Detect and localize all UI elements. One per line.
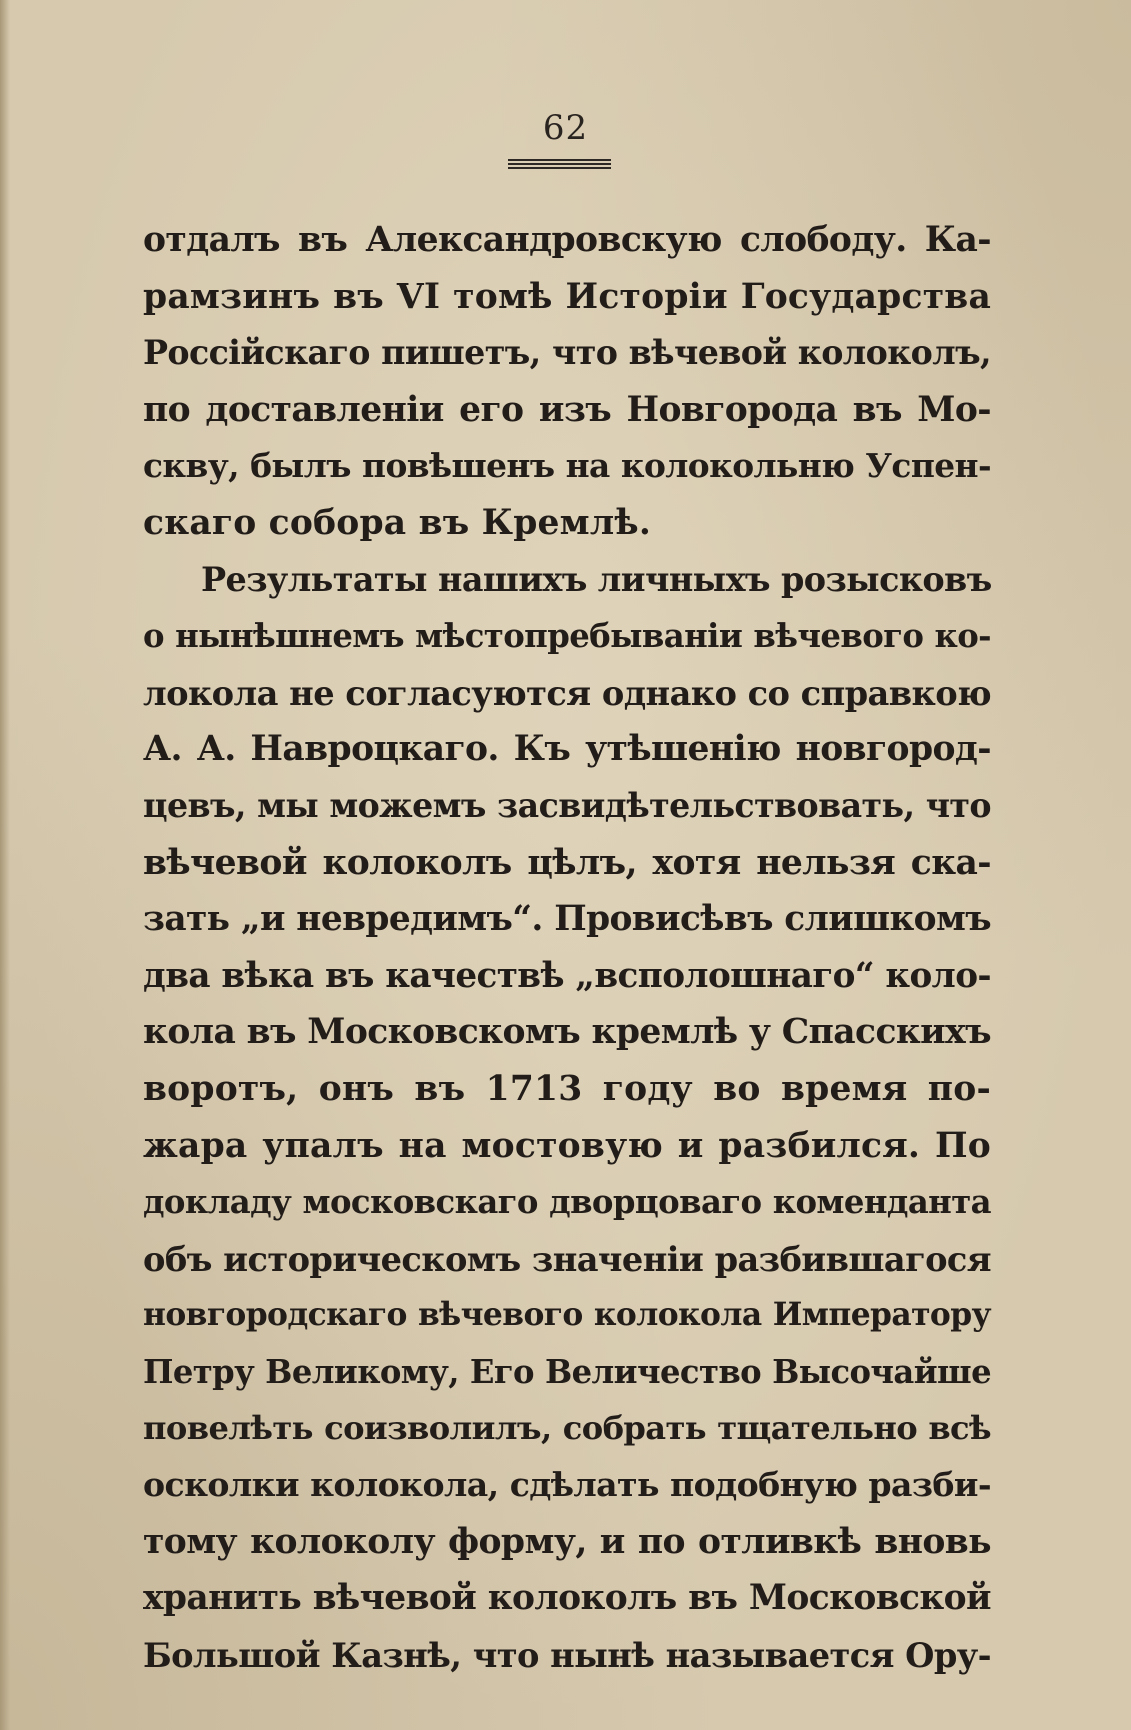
text-line: осколки колокола, сдѣлать подобную разби- <box>143 1465 991 1505</box>
text-line: докладу московскаго дворцоваго коменданта <box>143 1183 991 1222</box>
text-line: цевъ, мы можемъ засвидѣтельствовать, что <box>143 785 991 825</box>
text-line: хранить вѣчевой колоколъ въ Московской <box>143 1578 991 1619</box>
text-line: Россійскаго пишетъ, что вѣчевой колоколъ, <box>143 333 991 373</box>
text-line: Петру Великому, Его Величество Высочайше <box>143 1352 991 1391</box>
text-line: о нынѣшнемъ мѣстопребываніи вѣчевого ко- <box>143 617 991 656</box>
header-rule <box>508 163 611 165</box>
text-line: по доставленіи его изъ Новгорода въ Мо- <box>143 389 991 430</box>
body-text <box>143 212 991 1683</box>
text-line: тому колоколу форму, и по отливкѣ вновь <box>143 1521 991 1562</box>
text-line: Большой Казнѣ, что нынѣ называется Ору- <box>143 1634 991 1675</box>
text-line: объ историческомъ значеніи разбившагося <box>143 1238 991 1279</box>
text-line: рамзинъ въ VI томѣ Исторіи Государства <box>143 276 991 317</box>
header-rule <box>508 167 611 169</box>
text-line: Результаты нашихъ личныхъ розысковъ <box>201 559 992 599</box>
text-line: новгородскаго вѣчевого колокола Императору <box>143 1297 991 1334</box>
paragraph-1 <box>143 212 991 552</box>
text-line: жара упалъ на мостовую и разбился. По <box>143 1125 991 1166</box>
text-line: вѣчевой колоколъ цѣлъ, хотя нельзя ска- <box>143 842 991 883</box>
page-edge-shadow <box>0 0 10 1730</box>
paragraph-2 <box>143 552 991 1684</box>
header-rule <box>508 159 611 161</box>
text-line: зать „и невредимъ“. Провисѣвъ слишкомъ <box>143 899 991 940</box>
text-line: скаго собора въ Кремлѣ. <box>143 502 652 543</box>
text-line: повелѣть соизволилъ, собрать тщательно всѣ <box>143 1409 991 1448</box>
text-line: кола въ Московскомъ кремлѣ у Спасскихъ <box>143 1012 992 1053</box>
text-line: скву, былъ повѣшенъ на колокольню Успен- <box>143 446 991 486</box>
text-line: А. А. Навроцкаго. Къ утѣшенію новгород- <box>143 729 991 770</box>
page-number: 62 <box>542 108 589 148</box>
text-line: воротъ, онъ въ 1713 году во время по- <box>143 1068 991 1109</box>
text-line: отдалъ въ Александровскую слободу. Ка- <box>143 220 991 260</box>
text-line: два вѣка въ качествѣ „всполошнаго“ коло- <box>143 955 991 996</box>
text-line: локола не согласуются однако со справкою <box>143 672 991 713</box>
